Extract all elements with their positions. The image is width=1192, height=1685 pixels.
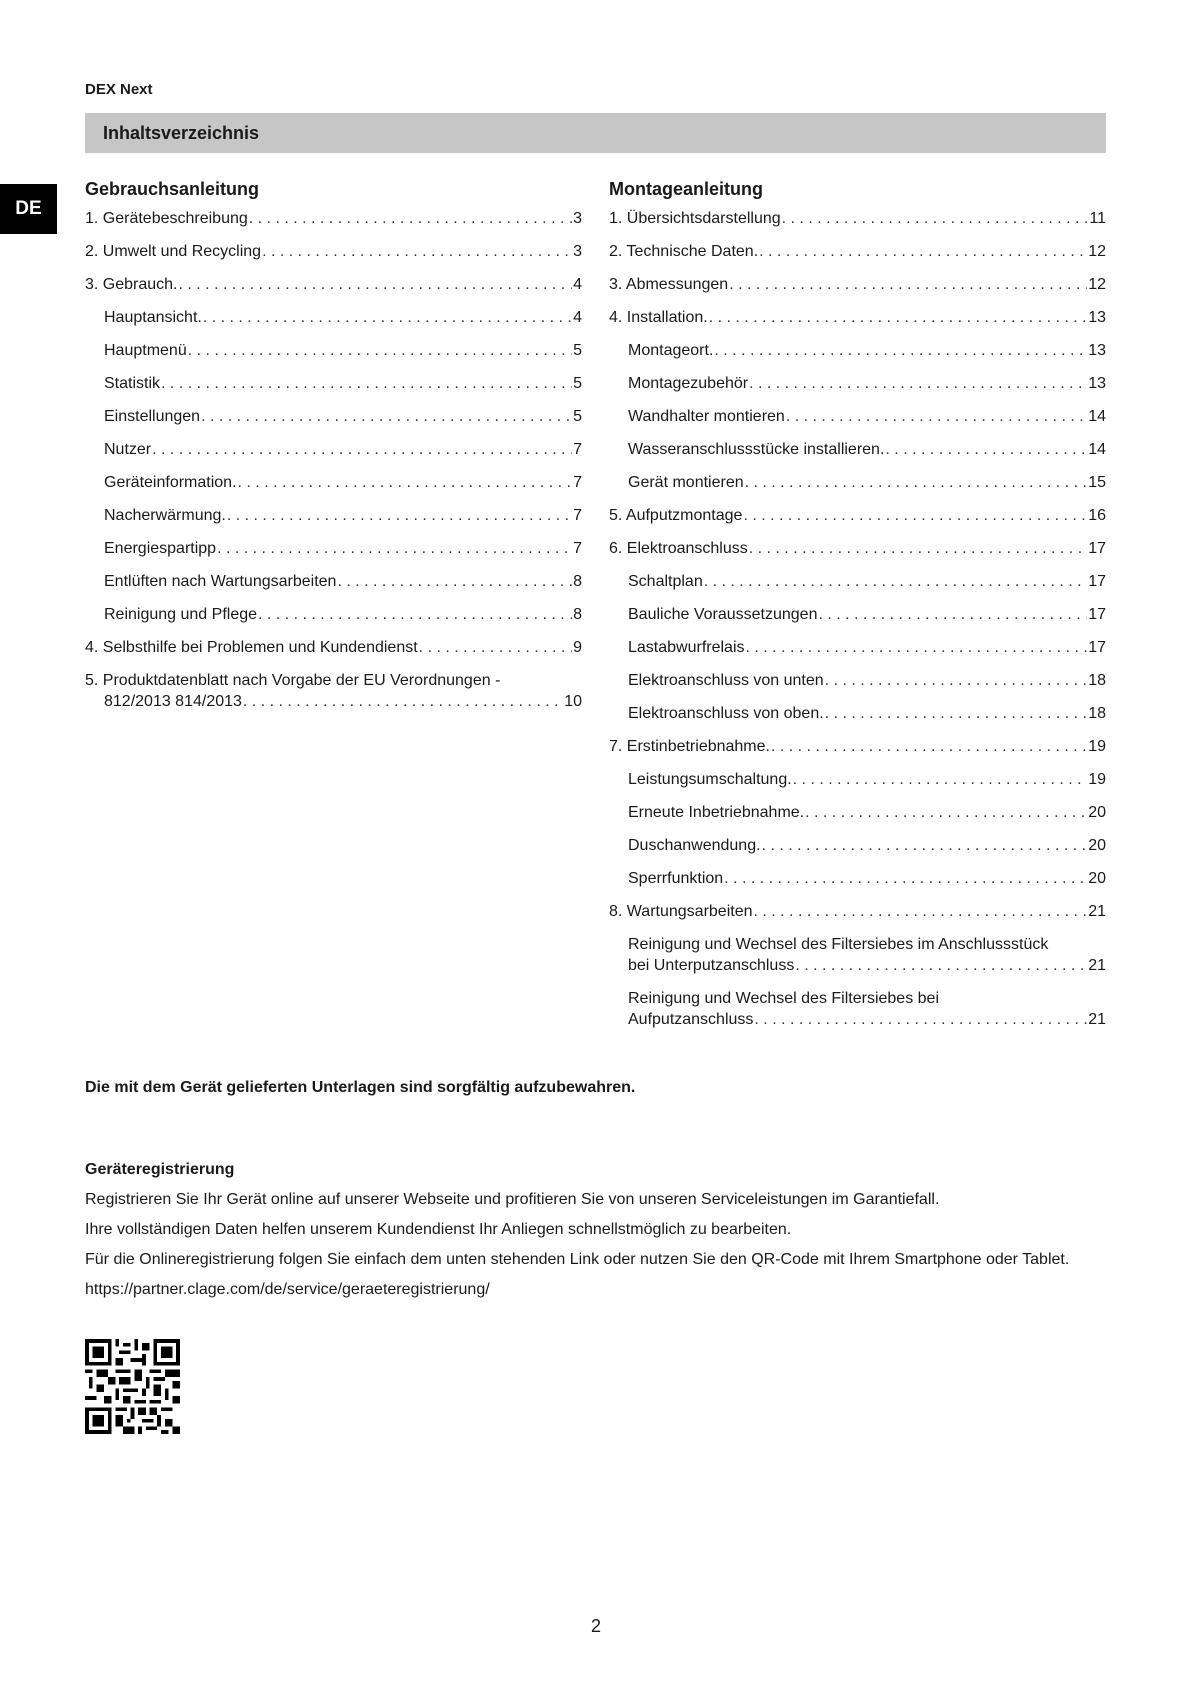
toc-dot-leader	[704, 571, 1087, 592]
language-tab: DE	[0, 184, 57, 234]
toc-entry-row	[628, 955, 1106, 976]
toc-entry-label: Duschanwendung.	[628, 837, 761, 854]
toc-entry-label: 1. Gerätebeschreibung	[85, 210, 248, 227]
toc-entry-label: 8. Wartungsarbeiten	[609, 903, 753, 920]
toc-entry-page: 19	[1088, 771, 1106, 788]
toc-entry-label: 2. Umwelt und Recycling	[85, 243, 262, 260]
toc-entry-label: 3. Gebrauch.	[85, 276, 178, 293]
toc-entry-label: Aufputzanschluss	[628, 1011, 754, 1028]
toc-dot-leader	[885, 439, 1087, 460]
toc-entry[interactable]	[609, 637, 1106, 658]
toc-entry-label: Reinigung und Pflege	[104, 606, 258, 623]
toc-entry-row	[628, 835, 1106, 856]
toc-title: Inhaltsverzeichnis	[103, 122, 260, 143]
toc-entry[interactable]	[85, 208, 582, 229]
toc-entry-page: 17	[1088, 639, 1106, 656]
toc-entry-page: 9	[573, 639, 582, 656]
toc-dot-leader	[786, 406, 1087, 427]
toc-entry-page: 18	[1088, 705, 1106, 722]
toc-entry-label: Wandhalter montieren	[628, 408, 785, 425]
toc-dot-leader	[749, 538, 1087, 559]
toc-entry[interactable]	[609, 835, 1106, 856]
toc-entry-row	[609, 307, 1106, 328]
toc-dot-leader	[709, 307, 1087, 328]
toc-dot-leader	[714, 340, 1087, 361]
toc-dot-leader	[201, 406, 572, 427]
toc-entry-row	[609, 736, 1106, 757]
toc-entry-label: 2. Technische Daten.	[609, 243, 759, 260]
toc-entry-label: 3. Abmessungen	[609, 276, 729, 293]
toc-dot-leader	[161, 373, 572, 394]
toc-entry-label: 7. Erstinbetriebnahme.	[609, 738, 770, 755]
toc-entry[interactable]	[609, 538, 1106, 559]
toc-entry-row	[628, 373, 1106, 394]
toc-dot-leader	[227, 505, 572, 526]
toc-entry-label: Montageort.	[628, 342, 714, 359]
toc-entry-page: 11	[1089, 210, 1106, 227]
toc-entry[interactable]	[85, 439, 582, 460]
toc-entry-label: Elektroanschluss von oben.	[628, 705, 824, 722]
toc-entry[interactable]	[85, 241, 582, 262]
registration-paragraph: Registrieren Sie Ihr Gerät online auf unserer Webseite und profitieren Sie von unseren Serviceleistungen im Garantiefall.	[85, 1191, 940, 1208]
toc-entry-page: 20	[1088, 870, 1106, 887]
toc-dot-leader	[337, 571, 572, 592]
toc-entry-row	[85, 691, 582, 712]
toc-entry-page: 21	[1088, 903, 1106, 920]
toc-dot-leader	[152, 439, 572, 460]
toc-dot-leader	[743, 505, 1087, 526]
toc-entry-row	[628, 637, 1106, 658]
toc-entry-row	[104, 340, 582, 361]
toc-dot-leader	[724, 868, 1087, 889]
toc-dot-leader	[759, 241, 1087, 262]
toc-entry-label: Hauptansicht.	[104, 309, 202, 326]
toc-entry[interactable]	[609, 340, 1106, 361]
toc-dot-leader	[262, 241, 572, 262]
toc-entry-page: 21	[1088, 1011, 1106, 1028]
toc-entry[interactable]	[85, 472, 582, 493]
toc-entry-label: Geräteinformation.	[104, 474, 237, 491]
toc-dot-leader	[217, 538, 572, 559]
toc-entry[interactable]	[85, 274, 582, 295]
toc-entry-label: Leistungsumschaltung.	[628, 771, 792, 788]
toc-column-installation-instructions	[609, 176, 1106, 1042]
toc-entry[interactable]	[609, 901, 1106, 922]
toc-entry-page: 7	[573, 441, 582, 458]
toc-entry-label: 6. Elektroanschluss	[609, 540, 748, 557]
toc-entry-row	[628, 604, 1106, 625]
toc-entry-label: Bauliche Voraussetzungen	[628, 606, 818, 623]
toc-entry-label: Wasseranschlussstücke installieren.	[628, 441, 885, 458]
toc-entry-page: 8	[573, 606, 582, 623]
toc-entry-label: Hauptmenü	[104, 342, 187, 359]
toc-entry-row	[628, 439, 1106, 460]
toc-entry-page: 20	[1088, 804, 1106, 821]
toc-dot-leader	[249, 208, 572, 229]
toc-entry-label: 1. Übersichtsdarstellung	[609, 210, 781, 227]
toc-dot-leader	[825, 703, 1088, 724]
toc-entry-page: 12	[1088, 276, 1106, 293]
toc-column-heading: Montageanleitung	[609, 179, 763, 199]
toc-dot-leader	[746, 637, 1088, 658]
toc-entry-label-line: Reinigung und Wechsel des Filtersiebes im Anschlussstück	[628, 936, 1049, 953]
toc-entry-row	[628, 571, 1106, 592]
toc-entry[interactable]	[85, 406, 582, 427]
toc-dot-leader	[243, 691, 563, 712]
toc-entry-row	[85, 208, 582, 229]
toc-entry[interactable]	[85, 307, 582, 328]
toc-entry[interactable]	[609, 604, 1106, 625]
toc-entry-label: Montagezubehör	[628, 375, 749, 392]
toc-entry-page: 3	[573, 243, 582, 260]
toc-dot-leader	[753, 901, 1087, 922]
toc-dot-leader	[419, 637, 572, 658]
toc-entry-page: 13	[1088, 309, 1106, 326]
toc-entry[interactable]	[609, 439, 1106, 460]
toc-entry-page: 16	[1088, 507, 1106, 524]
toc-dot-leader	[793, 769, 1088, 790]
toc-entry[interactable]	[85, 538, 582, 559]
toc-entry-label: Energiespartipp	[104, 540, 217, 557]
toc-entry-page: 17	[1088, 540, 1106, 557]
toc-entry[interactable]	[609, 241, 1106, 262]
toc-entry-row	[104, 538, 582, 559]
toc-entry-page: 8	[573, 573, 582, 590]
toc-entry-label-line: Reinigung und Wechsel des Filtersiebes bei	[628, 990, 939, 1007]
toc-entry-row	[628, 802, 1106, 823]
toc-entry[interactable]	[85, 505, 582, 526]
toc-entry-page: 18	[1088, 672, 1106, 689]
toc-entry-row	[609, 241, 1106, 262]
toc-entry-row	[628, 868, 1106, 889]
toc-dot-leader	[805, 802, 1087, 823]
toc-entry-page: 17	[1088, 606, 1106, 623]
toc-entry-page: 21	[1088, 957, 1106, 974]
toc-entry-page: 5	[573, 408, 582, 425]
toc-entry-page: 14	[1088, 441, 1106, 458]
toc-entry-row	[104, 406, 582, 427]
toc-entry-row	[85, 241, 582, 262]
toc-entry-row	[104, 505, 582, 526]
toc-list	[85, 208, 582, 712]
toc-entry-row	[609, 274, 1106, 295]
toc-list	[609, 208, 1106, 1030]
toc-entry-label: Nutzer	[104, 441, 152, 458]
toc-entry[interactable]	[609, 406, 1106, 427]
toc-dot-leader	[754, 1009, 1087, 1030]
toc-entry-label: Gerät montieren	[628, 474, 744, 491]
toc-dot-leader	[188, 340, 572, 361]
toc-entry[interactable]	[609, 769, 1106, 790]
toc-entry-row	[104, 472, 582, 493]
toc-entry-page: 4	[573, 276, 582, 293]
registration-paragraph: Für die Onlineregistrierung folgen Sie einfach dem unten stehenden Link oder nutzen Sie den QR-Code mit Ihrem Smartphone oder Tablet.	[85, 1251, 1070, 1268]
toc-entry[interactable]	[609, 208, 1106, 229]
toc-entry-row	[628, 670, 1106, 691]
toc-entry[interactable]	[85, 670, 582, 712]
registration-link[interactable]: https://partner.clage.com/de/service/geraeteregistrierung/	[85, 1281, 490, 1298]
toc-entry-label: Elektroanschluss von unten	[628, 672, 824, 689]
toc-entry-row	[104, 571, 582, 592]
toc-entry-label: 4. Installation.	[609, 309, 708, 326]
registration-heading: Geräteregistrierung	[85, 1161, 235, 1178]
toc-column-heading: Gebrauchsanleitung	[85, 179, 260, 199]
toc-dot-leader	[238, 472, 573, 493]
toc-entry-row	[104, 307, 582, 328]
toc-entry[interactable]	[609, 703, 1106, 724]
toc-entry-row	[609, 901, 1106, 922]
toc-entry-label: Sperrfunktion	[628, 870, 724, 887]
toc-entry-page: 10	[564, 693, 582, 710]
toc-entry-row	[628, 1009, 1106, 1030]
toc-entry[interactable]	[609, 571, 1106, 592]
toc-entry-label: Erneute Inbetriebnahme.	[628, 804, 805, 821]
toc-entry-page: 7	[573, 540, 582, 557]
toc-entry-row	[85, 274, 582, 295]
toc-dot-leader	[771, 736, 1087, 757]
toc-dot-leader	[258, 604, 572, 625]
toc-entry[interactable]	[609, 736, 1106, 757]
toc-entry-row	[628, 406, 1106, 427]
page-number: 2	[590, 1616, 601, 1636]
toc-entry-label: 5. Aufputzmontage	[609, 507, 743, 524]
toc-entry[interactable]	[85, 373, 582, 394]
toc-entry-row	[104, 604, 582, 625]
toc-entry[interactable]	[609, 934, 1106, 976]
toc-entry-label: Lastabwurfrelais	[628, 639, 745, 656]
toc-entry-row	[609, 538, 1106, 559]
toc-entry[interactable]	[609, 274, 1106, 295]
storage-note: Die mit dem Gerät gelieferten Unterlagen sind sorgfältig aufzubewahren.	[85, 1079, 636, 1096]
toc-entry[interactable]	[609, 505, 1106, 526]
toc-entry-label: Statistik	[104, 375, 161, 392]
qr-code-icon[interactable]	[85, 1339, 180, 1434]
toc-entry-page: 5	[573, 375, 582, 392]
toc-entry-page: 15	[1088, 474, 1106, 491]
toc-dot-leader	[729, 274, 1087, 295]
toc-entry-row	[628, 340, 1106, 361]
toc-entry-row	[628, 769, 1106, 790]
toc-entry-page: 20	[1088, 837, 1106, 854]
toc-entry[interactable]	[85, 340, 582, 361]
toc-entry[interactable]	[609, 868, 1106, 889]
toc-entry-page: 7	[573, 474, 582, 491]
toc-banner	[85, 113, 1106, 153]
toc-entry-label-line: 5. Produktdatenblatt nach Vorgabe der EU Verordnungen -	[85, 672, 501, 689]
toc-dot-leader	[179, 274, 573, 295]
toc-entry-label: Entlüften nach Wartungsarbeiten	[104, 573, 337, 590]
toc-dot-leader	[795, 955, 1087, 976]
toc-dot-leader	[762, 835, 1088, 856]
toc-entry[interactable]	[609, 307, 1106, 328]
toc-dot-leader	[818, 604, 1087, 625]
document-title: DEX Next	[85, 81, 153, 98]
toc-entry-page: 5	[573, 342, 582, 359]
toc-entry[interactable]	[609, 988, 1106, 1030]
toc-dot-leader	[825, 670, 1088, 691]
toc-dot-leader	[203, 307, 572, 328]
toc-entry-label: Schaltplan	[628, 573, 703, 590]
toc-entry-row	[85, 637, 582, 658]
toc-column-operating-instructions	[85, 176, 582, 724]
toc-entry-page: 13	[1088, 375, 1106, 392]
toc-dot-leader	[749, 373, 1087, 394]
toc-entry-page: 7	[573, 507, 582, 524]
toc-entry-row	[104, 373, 582, 394]
toc-entry-label: bei Unterputzanschluss	[628, 957, 795, 974]
toc-entry[interactable]	[609, 670, 1106, 691]
toc-entry[interactable]	[85, 571, 582, 592]
toc-entry-page: 4	[573, 309, 582, 326]
toc-entry-label: 812/2013 814/2013	[104, 693, 242, 710]
toc-entry-page: 14	[1088, 408, 1106, 425]
toc-entry-page: 19	[1088, 738, 1106, 755]
toc-entry-row	[104, 439, 582, 460]
toc-entry-row	[628, 472, 1106, 493]
toc-entry[interactable]	[609, 472, 1106, 493]
toc-dot-leader	[745, 472, 1088, 493]
toc-entry-page: 13	[1088, 342, 1106, 359]
toc-entry-row	[628, 703, 1106, 724]
toc-entry-label: 4. Selbsthilfe bei Problemen und Kundendienst	[85, 639, 418, 656]
toc-entry-page: 17	[1088, 573, 1106, 590]
toc-dot-leader	[782, 208, 1089, 229]
toc-entry-page: 3	[573, 210, 582, 227]
toc-entry-label: Einstellungen	[104, 408, 201, 425]
toc-entry-row	[609, 208, 1106, 229]
toc-entry[interactable]	[609, 373, 1106, 394]
toc-entry-page: 12	[1088, 243, 1106, 260]
toc-entry-label: Nacherwärmung.	[104, 507, 226, 524]
toc-entry[interactable]	[85, 604, 582, 625]
registration-section	[85, 1159, 1115, 1309]
registration-paragraph: Ihre vollständigen Daten helfen unserem Kundendienst Ihr Anliegen schnellstmöglich zu bearbeiten.	[85, 1221, 792, 1238]
toc-entry[interactable]	[609, 802, 1106, 823]
toc-entry-row	[609, 505, 1106, 526]
toc-entry[interactable]	[85, 637, 582, 658]
